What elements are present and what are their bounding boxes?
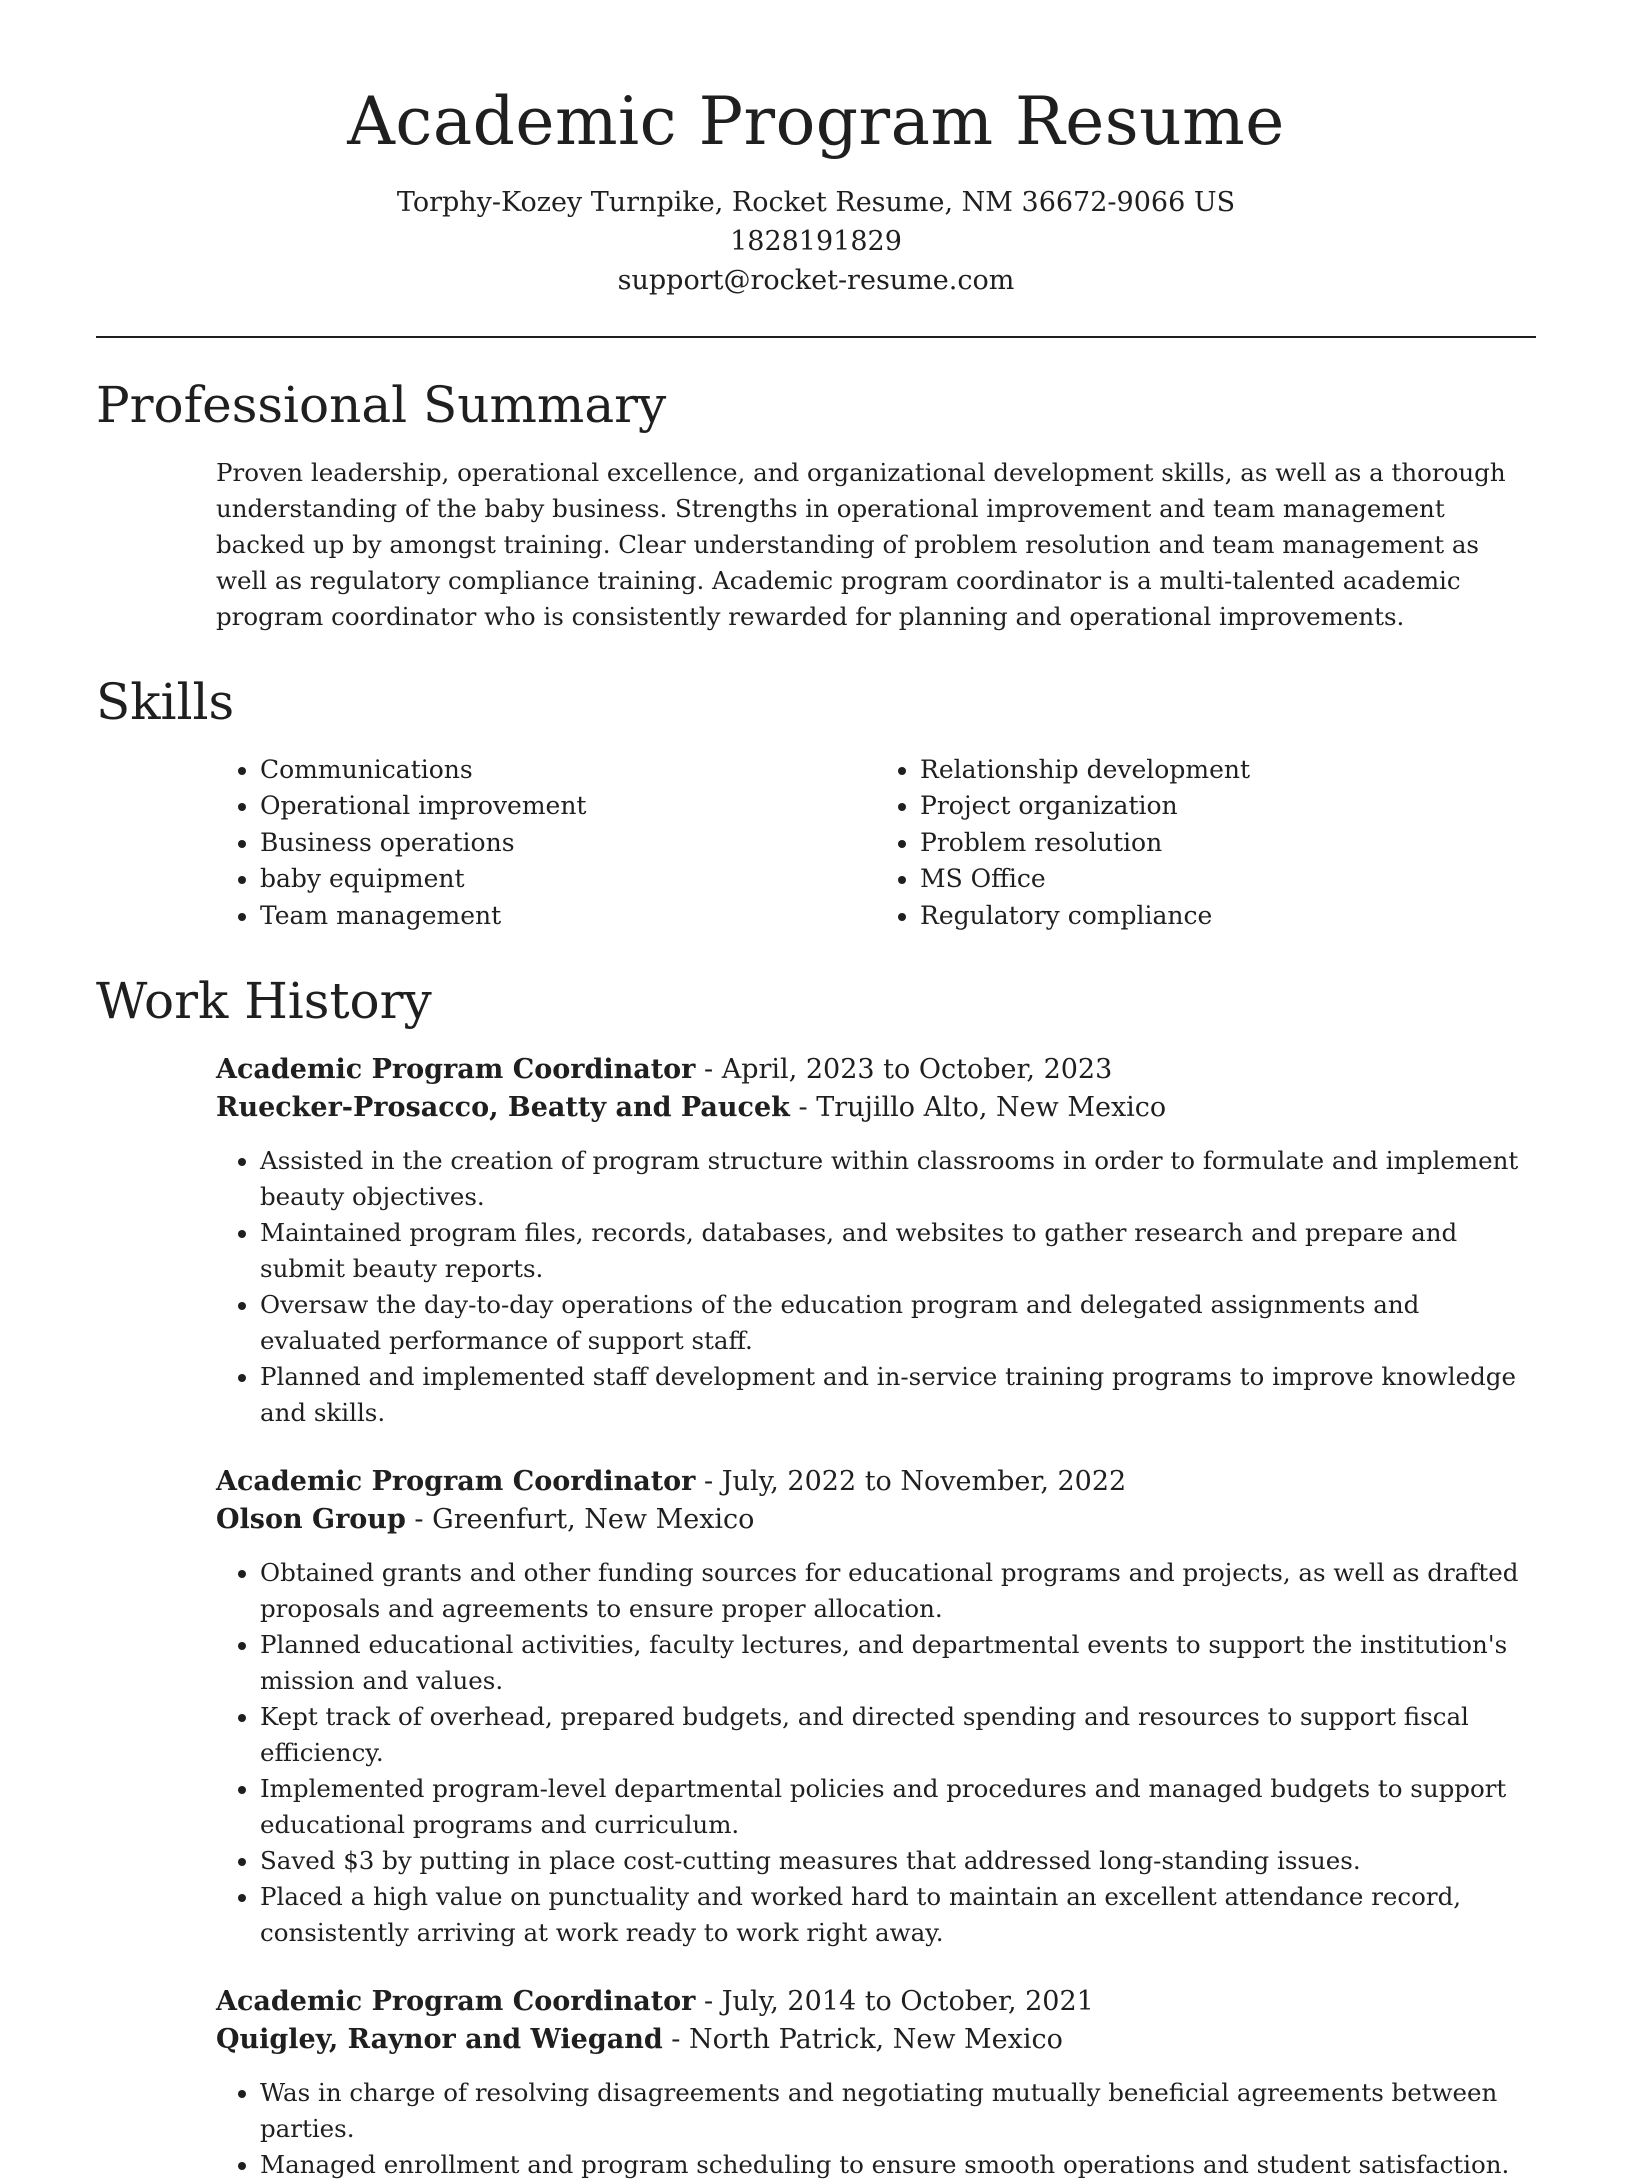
job-location: North Patrick, New Mexico bbox=[689, 2024, 1063, 2056]
skill-item: • Project organization bbox=[920, 788, 1536, 825]
job-title-line bbox=[216, 1051, 1536, 1089]
skills-columns bbox=[216, 752, 1536, 935]
job-bullet: • Planned educational activities, faculty lectures, and departmental events to support the institution's mission and values. bbox=[260, 1627, 1536, 1699]
skill-item: • MS Office bbox=[920, 861, 1536, 898]
job-separator: - bbox=[704, 1466, 722, 1498]
skill-item: • Operational improvement bbox=[260, 788, 876, 825]
skills-title: Skills bbox=[96, 672, 235, 731]
job-location: Trujillo Alto, New Mexico bbox=[816, 1092, 1167, 1124]
job-separator: - bbox=[704, 1986, 722, 2018]
summary-text: Proven leadership, operational excellence, and organizational development skills, as well as a thorough understanding of the baby business. Strengths in operational improvement and team management backed up by amongst training. Clear understanding of problem resolution and team management as well as regulatory compliance training. Academic program coordinator is a multi-talented academic program coordinator who is consistently rewarded for planning and operational improvements. bbox=[216, 457, 1506, 631]
job-separator: - bbox=[671, 2024, 690, 2056]
job-bullets bbox=[216, 2075, 1536, 2183]
contact-address: Torphy-Kozey Turnpike, Rocket Resume, NM 36672-9066 US bbox=[396, 186, 1236, 218]
job-bullets bbox=[216, 1143, 1536, 1431]
job-entry bbox=[216, 1051, 1536, 1431]
skill-item: • Relationship development bbox=[920, 752, 1536, 789]
job-dates: July, 2022 to November, 2022 bbox=[721, 1466, 1127, 1498]
job-entry bbox=[216, 1463, 1536, 1951]
job-company: Quigley, Raynor and Wiegand bbox=[216, 2024, 663, 2056]
job-bullet: • Assisted in the creation of program structure within classrooms in order to formulate and implement beauty objectives. bbox=[260, 1143, 1536, 1215]
job-company-line bbox=[216, 2021, 1536, 2059]
skills-section bbox=[96, 672, 1536, 935]
resume-name: Academic Program Resume bbox=[347, 83, 1285, 160]
job-bullet: • Planned and implemented staff development and in-service training programs to improve knowledge and skills. bbox=[260, 1359, 1536, 1431]
contact-phone: 1828191829 bbox=[730, 225, 902, 257]
summary-title: Professional Summary bbox=[96, 375, 667, 434]
job-bullet: • Obtained grants and other funding sources for educational programs and projects, as well as drafted proposals and agreements to ensure proper allocation. bbox=[260, 1555, 1536, 1627]
job-company-line bbox=[216, 1501, 1536, 1539]
skill-item: • Communications bbox=[260, 752, 876, 789]
contact-email: support@rocket-resume.com bbox=[617, 264, 1015, 296]
job-bullet: • Kept track of overhead, prepared budgets, and directed spending and resources to support fiscal efficiency. bbox=[260, 1699, 1536, 1771]
skill-item: • Problem resolution bbox=[920, 825, 1536, 862]
job-company: Ruecker-Prosacco, Beatty and Paucek bbox=[216, 1092, 790, 1124]
job-bullet: • Oversaw the day-to-day operations of the education program and delegated assignments and evaluated performance of support staff. bbox=[260, 1287, 1536, 1359]
resume-header bbox=[96, 0, 1536, 300]
job-separator: - bbox=[414, 1504, 433, 1536]
job-location: Greenfurt, New Mexico bbox=[432, 1504, 755, 1536]
skill-item: • Business operations bbox=[260, 825, 876, 862]
job-bullet: • Managed enrollment and program scheduling to ensure smooth operations and student satisfaction. bbox=[260, 2147, 1536, 2183]
job-separator: - bbox=[704, 1054, 722, 1086]
job-bullet: • Was in charge of resolving disagreements and negotiating mutually beneficial agreements between parties. bbox=[260, 2075, 1536, 2147]
job-title-line bbox=[216, 1463, 1536, 1501]
skills-list-left bbox=[216, 752, 876, 935]
skill-item: • Regulatory compliance bbox=[920, 898, 1536, 935]
job-title: Academic Program Coordinator bbox=[216, 1054, 696, 1086]
job-bullet: • Placed a high value on punctuality and worked hard to maintain an excellent attendance record, consistently arriving at work ready to work right away. bbox=[260, 1879, 1536, 1951]
job-dates: April, 2023 to October, 2023 bbox=[721, 1054, 1113, 1086]
header-divider bbox=[96, 336, 1536, 338]
job-title: Academic Program Coordinator bbox=[216, 1986, 696, 2018]
work-history-title: Work History bbox=[96, 972, 432, 1031]
job-separator: - bbox=[798, 1092, 817, 1124]
job-bullet: • Maintained program files, records, databases, and websites to gather research and prepare and submit beauty reports. bbox=[260, 1215, 1536, 1287]
work-history-section bbox=[96, 974, 1536, 2183]
job-title: Academic Program Coordinator bbox=[216, 1466, 696, 1498]
job-bullet: • Implemented program-level departmental policies and procedures and managed budgets to support educational programs and curriculum. bbox=[260, 1771, 1536, 1843]
job-bullets bbox=[216, 1555, 1536, 1951]
job-title-line bbox=[216, 1983, 1536, 2021]
skills-list-right bbox=[876, 752, 1536, 935]
contact-info bbox=[96, 183, 1536, 300]
skill-item: • baby equipment bbox=[260, 861, 876, 898]
job-list bbox=[216, 1051, 1536, 2183]
skill-item: • Team management bbox=[260, 898, 876, 935]
job-company-line bbox=[216, 1089, 1536, 1127]
job-bullet: • Saved $3 by putting in place cost-cutting measures that addressed long-standing issues. bbox=[260, 1843, 1536, 1879]
job-dates: July, 2014 to October, 2021 bbox=[721, 1986, 1094, 2018]
job-entry bbox=[216, 1983, 1536, 2183]
job-company: Olson Group bbox=[216, 1504, 406, 1536]
summary-section bbox=[96, 375, 1536, 635]
